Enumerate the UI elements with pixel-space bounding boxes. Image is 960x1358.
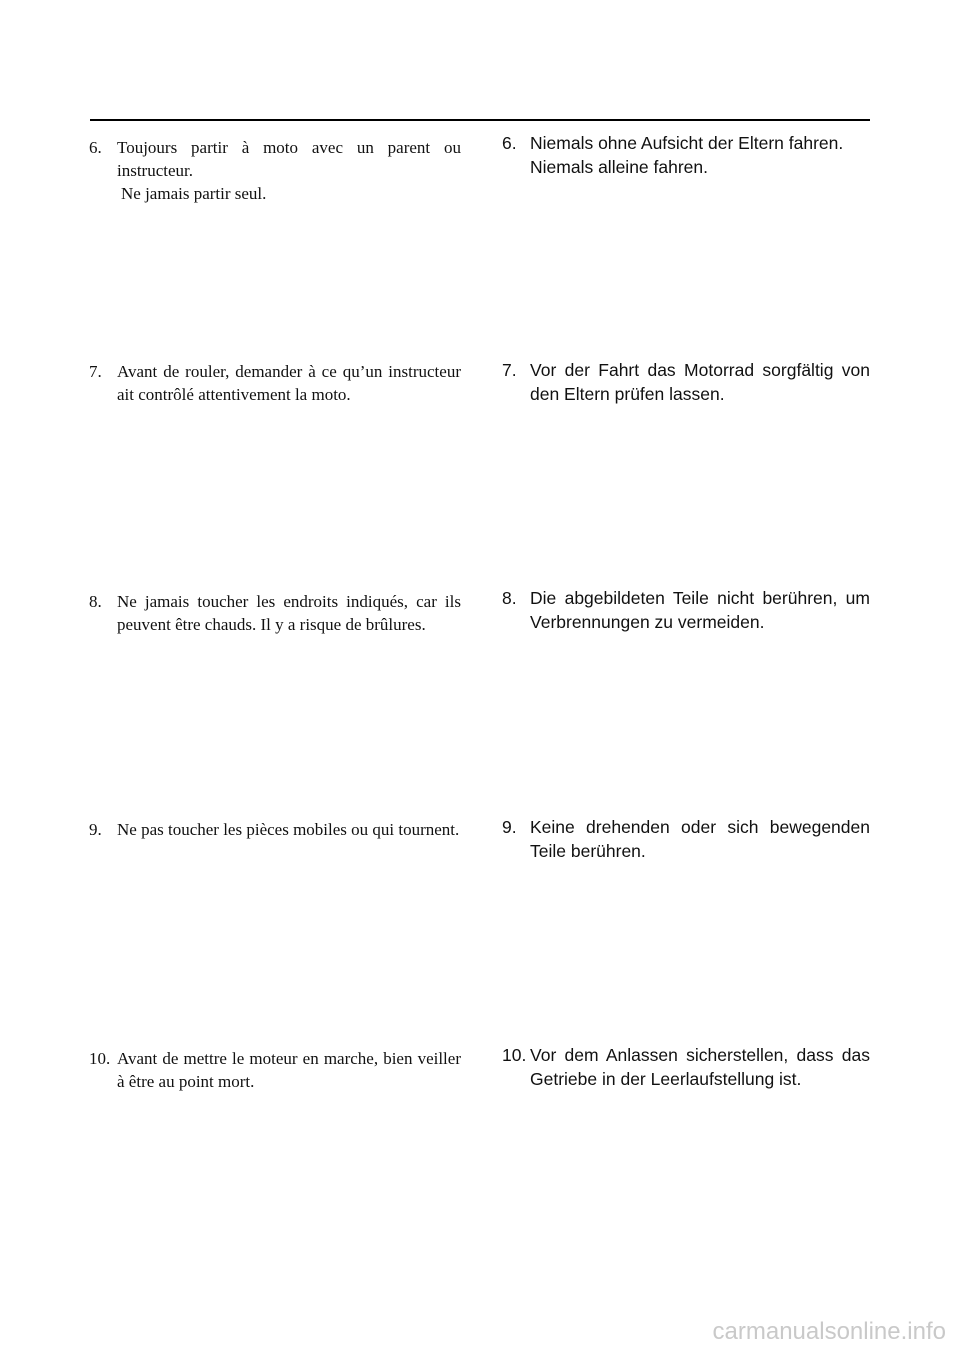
fr-item-10 <box>89 1047 461 1093</box>
fr-item-7 <box>89 360 461 406</box>
fr-item-9 <box>89 818 461 841</box>
item-number: 9. <box>502 817 517 837</box>
item-text: Niemals ohne Aufsicht der Eltern fahren. <box>530 133 844 153</box>
item-number: 6. <box>502 133 517 153</box>
item-text: Ne jamais toucher les endroits indiqués, car ils peuvent être chauds. Il y a risque de brûlures. <box>117 592 461 634</box>
item-text: Vor dem Anlassen sicherstellen, dass das Getriebe in der Leerlaufstellung ist. <box>530 1045 870 1089</box>
de-item-8 <box>502 586 870 634</box>
de-item-10 <box>502 1043 870 1091</box>
header-rule <box>90 119 870 121</box>
de-item-7 <box>502 358 870 406</box>
item-text: Avant de mettre le moteur en marche, bien veiller à être au point mort. <box>117 1049 461 1091</box>
item-number: 6. <box>89 138 102 157</box>
item-text: Keine drehenden oder sich bewegenden Teile berühren. <box>530 817 870 861</box>
item-text: Avant de rouler, demander à ce qu’un instructeur ait contrôlé attentivement la moto. <box>117 362 461 404</box>
item-number: 10. <box>502 1045 527 1065</box>
fr-item-8 <box>89 590 461 636</box>
item-text: Ne jamais partir seul. <box>121 184 267 203</box>
item-text: Toujours partir à moto avec un parent ou instructeur. <box>117 138 461 180</box>
de-item-9 <box>502 815 870 863</box>
item-number: 9. <box>89 820 102 839</box>
item-text: Die abgebildeten Teile nicht berühren, um Verbrennungen zu vermeiden. <box>530 588 870 632</box>
de-item-6 <box>502 131 870 179</box>
item-text: Niemals alleine fahren. <box>530 157 709 177</box>
fr-item-6 <box>89 136 461 205</box>
item-text: Ne pas toucher les pièces mobiles ou qui tournent. <box>117 820 460 839</box>
item-number: 7. <box>502 360 517 380</box>
item-number: 10. <box>89 1049 111 1068</box>
item-text: Vor der Fahrt das Motorrad sorgfältig von den Eltern prüfen lassen. <box>530 360 870 404</box>
item-number: 8. <box>89 592 102 611</box>
item-number: 8. <box>502 588 517 608</box>
item-number: 7. <box>89 362 102 381</box>
watermark-footer: carmanualsonline.info <box>712 1318 946 1345</box>
